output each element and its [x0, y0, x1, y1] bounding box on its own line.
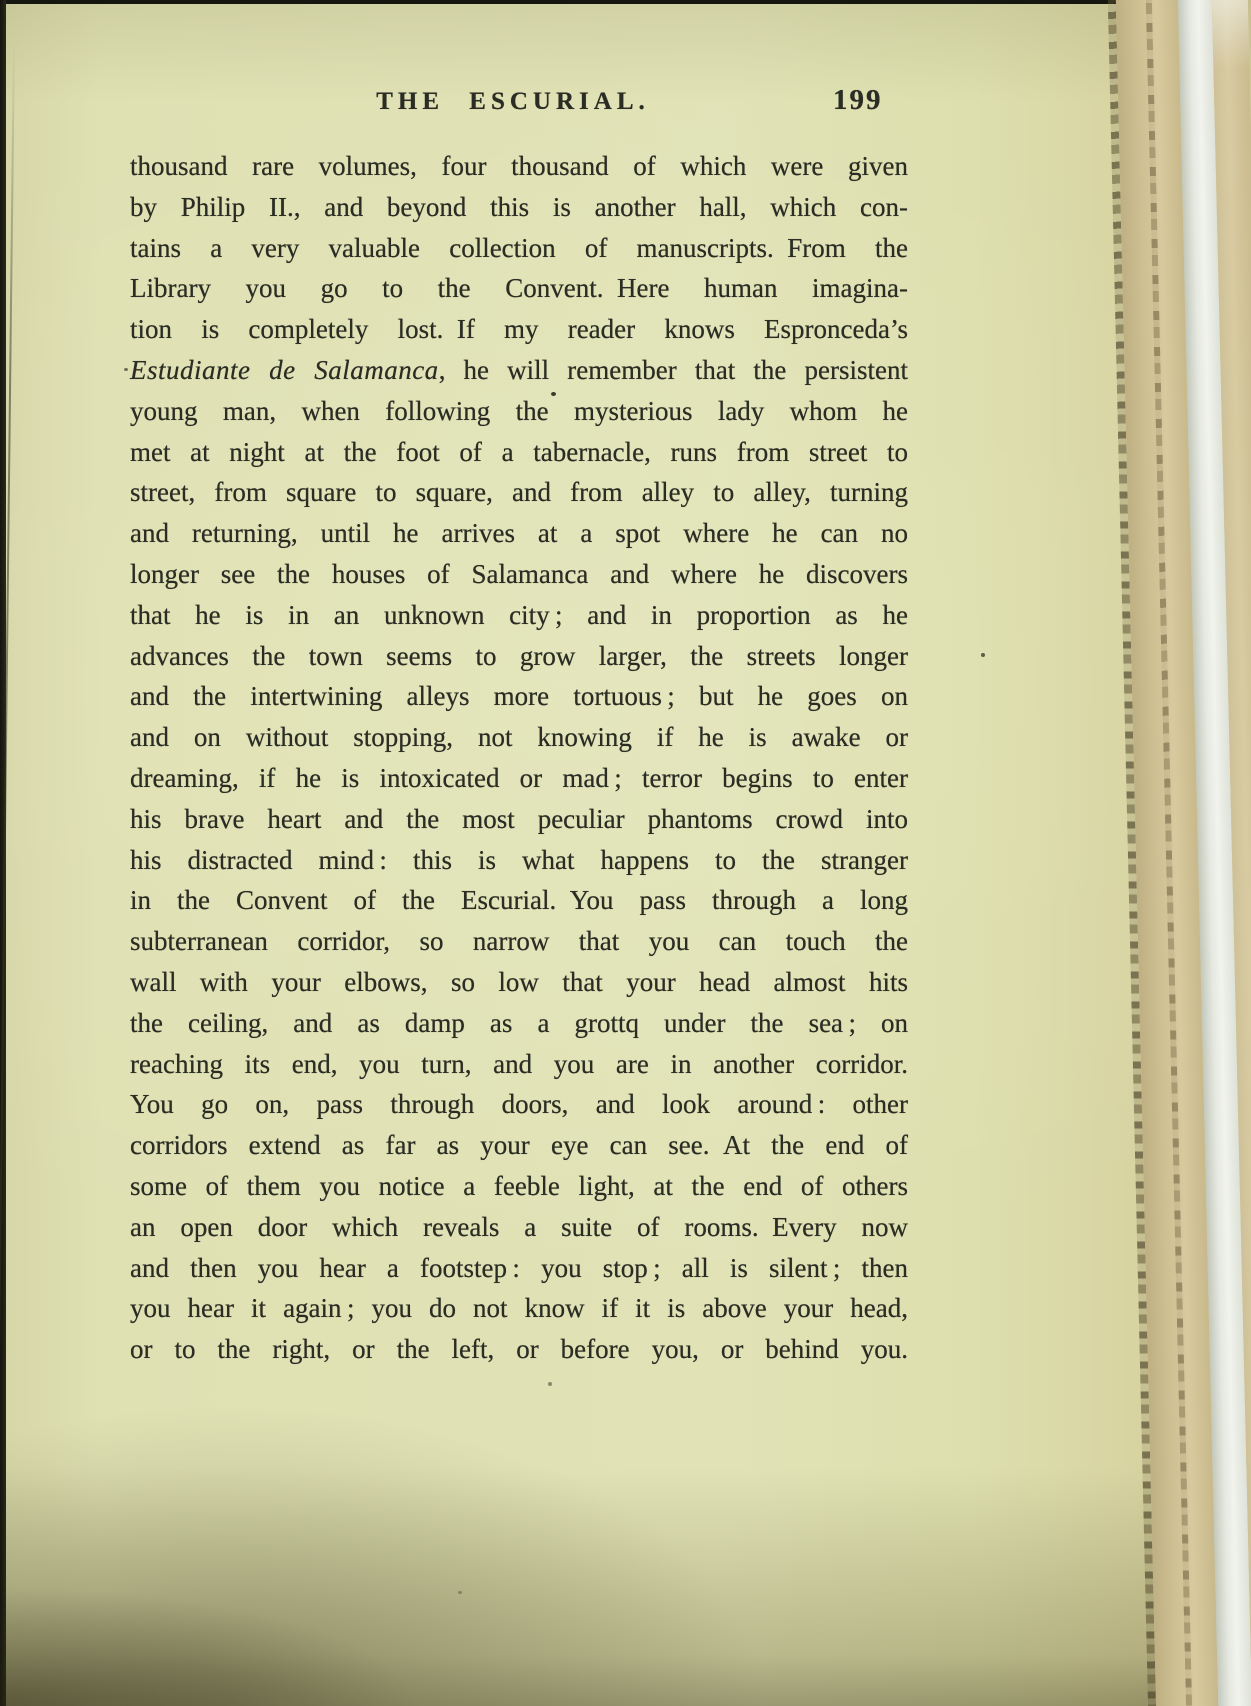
text-line: an open door which reveals a suite of rooms. Every now [130, 1211, 908, 1242]
text-line: wall with your elbows, so low that your head almost hits [130, 966, 908, 997]
text-line: dreaming, if he is intoxicated or mad ; terror begins to enter [130, 762, 908, 793]
text-line: you hear it again ; you do not know if it is above your head, [130, 1293, 908, 1324]
ink-speck [981, 653, 985, 657]
text-line: and on without stopping, not knowing if he is awake or [130, 722, 908, 753]
body-text-block [130, 146, 908, 1370]
text-run: , he will remember that the persistent [438, 354, 908, 385]
text-line: advances the town seems to grow larger, the streets longer [130, 640, 908, 671]
text-line: that he is in an unknown city ; and in proportion as he [130, 599, 908, 630]
text-line: and the intertwining alleys more tortuous ; but he goes on [130, 681, 908, 712]
text-line: his brave heart and the most peculiar phantoms crowd into [130, 803, 908, 834]
text-line: reaching its end, you turn, and you are in another corridor. [130, 1048, 908, 1079]
text-line: tion is completely lost. If my reader knows Espronceda’s [130, 314, 908, 345]
text-line: corridors extend as far as your eye can see. At the end of [130, 1130, 908, 1161]
text-line: in the Convent of the Escurial. You pass through a long [130, 885, 908, 916]
bottom-left-shadow [0, 1586, 420, 1706]
text-line: and returning, until he arrives at a spot where he can no [130, 518, 908, 549]
ink-speck [551, 392, 556, 396]
text-line: Library you go to the Convent. Here human imagina- [130, 273, 908, 304]
text-line-with-italic [130, 350, 908, 391]
text-line: by Philip II., and beyond this is another hall, which con- [130, 191, 908, 222]
text-line: You go on, pass through doors, and look around : other [130, 1089, 908, 1120]
text-line: and then you hear a footstep : you stop ; all is silent ; then [130, 1252, 908, 1283]
page-number: 199 [833, 84, 883, 116]
italic-book-title: Estudiante de Salamanca [130, 354, 439, 385]
text-line: some of them you notice a feeble light, at the end of others [130, 1170, 908, 1201]
running-header-title: THE ESCURIAL. [376, 88, 650, 115]
photo-top-border [0, 0, 1152, 4]
text-line: the ceiling, and as damp as a grottq under the sea ; on [130, 1007, 908, 1038]
text-line: met at night at the foot of a tabernacle, runs from street to [130, 436, 908, 467]
text-line: his distracted mind : this is what happens to the stranger [130, 844, 908, 875]
text-line: subterranean corridor, so narrow that you can touch the [130, 926, 908, 957]
text-line: young man, when following the mysterious lady whom he [130, 395, 908, 426]
text-line: tains a very valuable collection of manuscripts. From the [130, 232, 908, 263]
text-line: thousand rare volumes, four thousand of which were given [130, 151, 908, 181]
ink-speck [458, 1591, 462, 1594]
text-line: longer see the houses of Salamanca and where he discovers [130, 558, 908, 589]
ink-speck [548, 1382, 552, 1386]
ink-speck [124, 368, 128, 371]
text-line: or to the right, or the left, or before you, or behind you. [130, 1334, 908, 1365]
text-line: street, from square to square, and from alley to alley, turning [130, 477, 908, 508]
book-fore-edge [1107, 0, 1251, 1706]
